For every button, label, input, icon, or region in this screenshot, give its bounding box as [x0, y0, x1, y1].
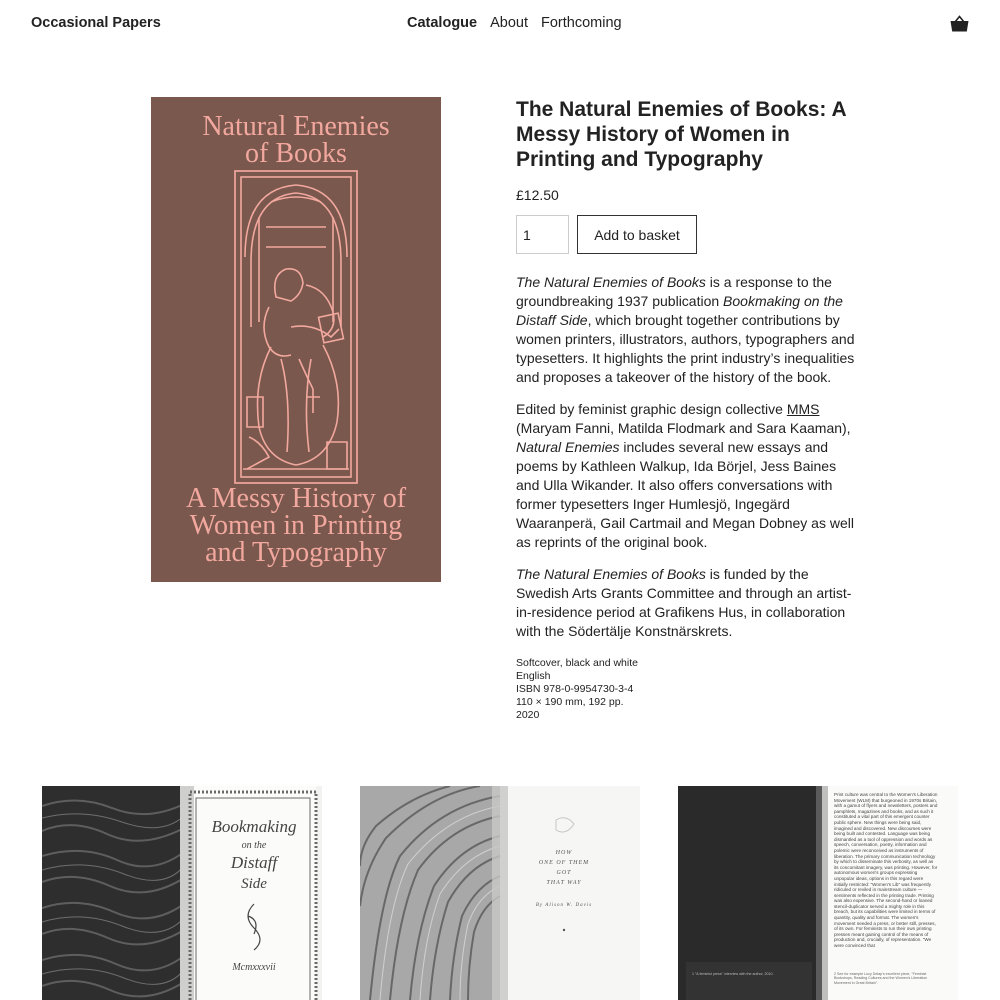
description-paragraph-1 [516, 273, 856, 387]
cover-subtitle-line3: and Typography [205, 537, 387, 568]
buy-row [516, 215, 856, 254]
site-title[interactable]: Occasional Papers [31, 15, 161, 31]
description-text: includes several new essays and poems by Kathleen Walkup, Ida Börjel, Jess Baines and Ulla Wikander. It also offers conversations with former typesetters Inger Humlesjö, Ingegärd Waaranperä, Gail Cartmail and Megan Dobney as well as reprints of the original book. [516, 439, 854, 550]
short-title-em: Natural Enemies [516, 439, 620, 455]
photo3-body-text: Print culture was central to the Women's Liberation Movement (WLM) that burgeoned in 1970s Britain, with a gamut of flyers and newsletters, posters and pamphlets, magazines and books, and as such it constituted a vital part of this emergent counter public sphere. New things were being said, imagined and discovered. New discourses were being built and contested. Language was being dismantled as a tool of oppression and words as speech, conversation, poetry, information and polemic were reconceived as instruments of liberation. The primary communication technology by which to disseminate this verbosity, as well as its concomitant imagery, was printing. However, for autonomous women's groups expressing unpopular ideas, options in this regard were initially restricted: "Women's Lib" was frequently ridiculed or reviled in mainstream culture — sentiments reflected in the printing trade. Printing was also expensive. The second-hand or loaned stencil-duplicator served a mighty role in this breach, but its capabilities were limited in terms of quantity, quality and format. The women's movement needed a press, or better still, presses, of its own. For feminists to run their own printing presses meant gaining control of the means of production and, crucially, of representation. "We were convinced that [834, 792, 938, 949]
photo1-on-the: on the [241, 840, 267, 851]
cover-title-line2: of Books [245, 138, 347, 169]
photo3-footnote-1: 1 "A feminist press" interview with the author, 2010. [692, 972, 774, 976]
main-nav [407, 15, 622, 31]
photo2-author: By Alison W. Davis [535, 903, 593, 908]
description-paragraph-2 [516, 400, 856, 552]
gallery-photo-2[interactable] [360, 786, 640, 1000]
cover-subtitle-line2: Women in Printing [189, 510, 403, 541]
product-specs [516, 657, 856, 722]
photo2-line3: GOT [556, 870, 572, 876]
description-text: (Maryam Fanni, Matilda Flodmark and Sara Kaaman), [516, 420, 851, 436]
nav-catalogue[interactable]: Catalogue [407, 15, 478, 31]
spec-format: Softcover, black and white [516, 657, 638, 669]
description-text: is funded by the Swedish Arts Grants Committee and through an artist-in-residence period at Grafikens Hus, in collaboration with the Södertälje Konstnärskrets. [516, 566, 852, 639]
description-text: , which brought together contributions by women printers, illustrators, authors, typographers and typesetters. It highlights the print industry’s inequalities and proposes a takeover of the history of the book. [516, 312, 855, 385]
description-text: Edited by feminist graphic design collective [516, 401, 787, 417]
photo2-line2: ONE OF THEM [538, 860, 590, 866]
quantity-input[interactable] [516, 215, 569, 254]
description-text: is a response to the groundbreaking 1937 publication [516, 274, 832, 309]
photo1-distaff: Distaff [230, 853, 278, 872]
spec-isbn: ISBN 978-0-9954730-3-4 [516, 683, 634, 695]
add-to-basket-button[interactable]: Add to basket [577, 215, 697, 254]
photo2-line4: THAT WAY [546, 880, 582, 886]
cover-subtitle-line1: A Messy History of [185, 483, 407, 514]
book-cover [151, 97, 441, 582]
book-title-em: The Natural Enemies of Books [516, 566, 706, 582]
nav-forthcoming[interactable]: Forthcoming [541, 15, 622, 31]
spec-year: 2020 [516, 709, 540, 721]
photo2-dot [563, 929, 565, 931]
product-title: The Natural Enemies of Books: A Messy History of Women in Printing and Typography [516, 98, 846, 171]
original-book-title-em: Bookmaking on the Distaff Side [516, 293, 843, 328]
photo2-line1: HOW [555, 850, 573, 856]
spec-dimensions: 110 × 190 mm, 192 pp. [516, 696, 624, 708]
cover-title-line1: Natural Enemies [202, 111, 390, 142]
gallery-photo-1[interactable] [42, 786, 322, 1000]
photo1-year: Mcmxxxvii [232, 962, 276, 973]
product-price: £12.50 [516, 187, 559, 203]
photo1-side: Side [241, 876, 267, 892]
photo1-title: Bookmaking [211, 817, 297, 836]
gallery-photo-3[interactable] [678, 786, 958, 1000]
product-description [516, 273, 856, 641]
spec-language: English [516, 670, 551, 682]
nav-about[interactable]: About [490, 15, 528, 31]
basket-icon[interactable] [950, 15, 969, 33]
book-title-em: The Natural Enemies of Books [516, 274, 706, 290]
product-info [516, 97, 856, 722]
photo3-footnote-2: 2 See for example Lucy Delap's excellent piece, "Feminist Bookshops, Reading Cultures and the Women's Liberation Movement in Great Britain". [834, 972, 928, 985]
mms-link[interactable]: MMS [786, 401, 820, 417]
description-paragraph-3 [516, 565, 856, 641]
photo-gallery [42, 786, 958, 1000]
